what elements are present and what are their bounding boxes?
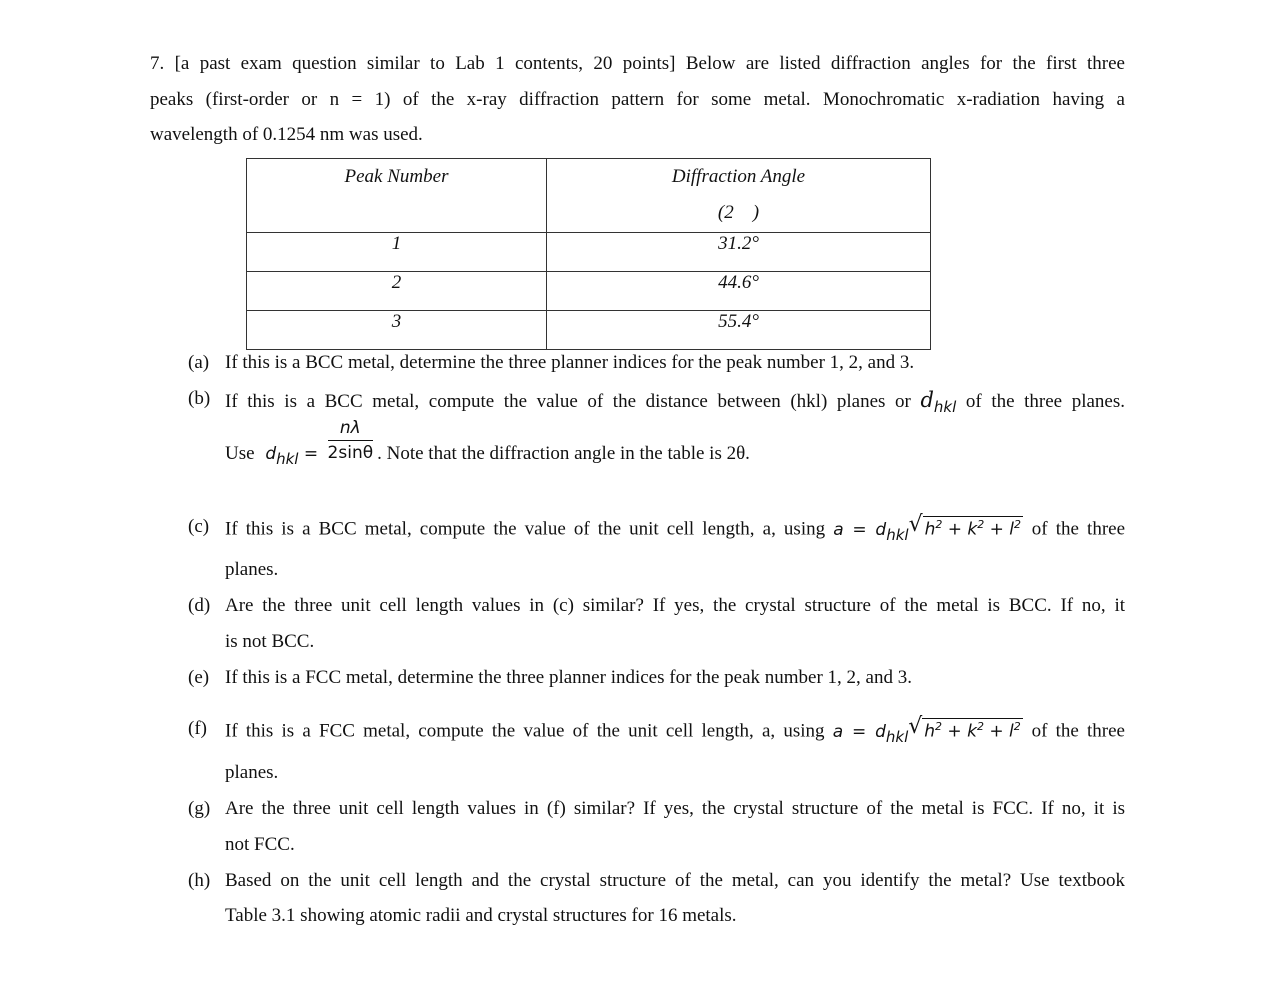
header-angle-unit: (2 ): [717, 202, 760, 223]
peak-cell: 1: [247, 233, 547, 272]
bragg-fraction: $\frac{n\lambda}{2\sin\theta}$: [327, 418, 374, 463]
part-b-label: (b): [188, 388, 211, 409]
part-d-line1: Are the three unit cell length values in (c) similar? If yes, the crystal structure of the metal is BCC. If no, it: [225, 595, 1125, 616]
part-h-label: (h): [188, 870, 211, 891]
header-diffraction-angle: Diffraction Angle (2 ): [547, 159, 931, 233]
part-f-label: (f): [188, 718, 207, 739]
table-row: [247, 311, 931, 350]
part-a-text: If this is a BCC metal, determine the three planner indices for the peak number 1, 2, and 3.: [225, 352, 915, 373]
diffraction-table: [246, 158, 931, 350]
part-d-label: (d): [188, 595, 211, 616]
use-label: Use: [225, 442, 255, 464]
part-a-label: (a): [188, 352, 210, 373]
unit-cell-formula: a = dhkl √ $h^2 + k^2 + l^2$: [833, 512, 1022, 544]
part-c-line1: If this is a BCC metal, compute the value of the unit cell length, a, using a = dhkl √ $h^2 + k^2 + l^2$ of the three: [225, 512, 1126, 544]
angle-cell: 55.4°: [547, 311, 931, 350]
part-h-line1: Based on the unit cell length and the crystal structure of the metal, can you identify the metal? Use textbook: [225, 870, 1125, 891]
header-peak-number: Peak Number: [247, 159, 547, 233]
part-g-line1: Are the three unit cell length values in (f) similar? If yes, the crystal structure of the metal is FCC. If no, it is: [225, 798, 1125, 819]
d-hkl-symbol: $d_{hkl}$: [920, 388, 957, 416]
part-c-label: (c): [188, 516, 210, 537]
angle-cell: 44.6°: [547, 272, 931, 311]
part-b-line1: If this is a BCC metal, compute the value of the distance between (hkl) planes or $d_{hkl}$ of the three planes.: [225, 388, 1126, 416]
table-header-row: [247, 159, 931, 233]
intro-line-2: peaks (first-order or n = 1) of the x-ray diffraction pattern for some metal. Monochromatic x-radiation having a: [150, 88, 1125, 110]
part-f-line1: If this is a FCC metal, compute the value of the unit cell length, a, using a = dhkl √ $h^2 + k^2 + l^2$ of the three: [225, 714, 1125, 746]
exam-page: 7. [a past exam question similar to Lab 1 contents, 20 points] Below are listed diffraction angles for the first three peaks (first-order or n = 1) of the x-ray diffraction pattern for some metal. Monochromatic x-radiation having a wavelength of 0.1254 nm was used. Peak Number Diffraction Angle (2 ) 1 31.2° 2 44.6° 3 55.4° (a) If this is a BCC metal, determine the three planner indices for the peak number 1, 2, and 3. (b) If this is a BCC metal, compute the value of the distance between (hkl) planes or $d_{hkl}$ of the three planes. Use dhkl = $\frac{n\lambda}{2\sin\theta}$ . Note that the diffraction angle in the table is 2θ. (c) If this is a BCC metal, compute the value of the unit cell length, a, using a = dhkl √ $h^2 + k^2 + l^2$ of the three planes. (d) Are the three unit cell length values in (c) similar? If yes, the crystal structure of the metal is BCC. If no, it is not BCC. (e) If this is a FCC metal, determine the three planner indices for the peak number 1, 2, and 3. (f) If this is a FCC metal, compute the value of the unit cell length, a, using a = dhkl √ $h^2 + k^2 + l^2$ of the three planes. (g) Are the three unit cell length values in (f) similar? If yes, the crystal structure of the metal is FCC. If no, it is not FCC. (h) Based on the unit cell length and the crystal structure of the metal, can you identify the metal? Use textbook Table 3.1 showing atomic radii and crystal structures for 16 metals.: [0, 0, 1275, 983]
part-e-text: If this is a FCC metal, determine the three planner indices for the peak number 1, 2, and 3.: [225, 667, 912, 688]
intro-line-1: 7. [a past exam question similar to Lab 1 contents, 20 points] Below are listed diffraction angles for the first three: [150, 53, 1125, 74]
part-b-note: . Note that the diffraction angle in the table is 2θ.: [377, 442, 750, 464]
unit-cell-formula: a = dhkl √ $h^2 + k^2 + l^2$: [832, 714, 1021, 746]
part-g-label: (g): [188, 798, 211, 819]
table-row: [247, 233, 931, 272]
angle-cell: 31.2°: [547, 233, 931, 272]
table-row: [247, 272, 931, 311]
peak-cell: 3: [247, 311, 547, 350]
peak-cell: 2: [247, 272, 547, 311]
intro-line-3: wavelength of 0.1254 nm was used.: [150, 124, 423, 145]
question-intro: [150, 46, 1125, 153]
part-e-label: (e): [188, 667, 210, 688]
d-hkl-formula: dhkl =: [265, 443, 324, 468]
